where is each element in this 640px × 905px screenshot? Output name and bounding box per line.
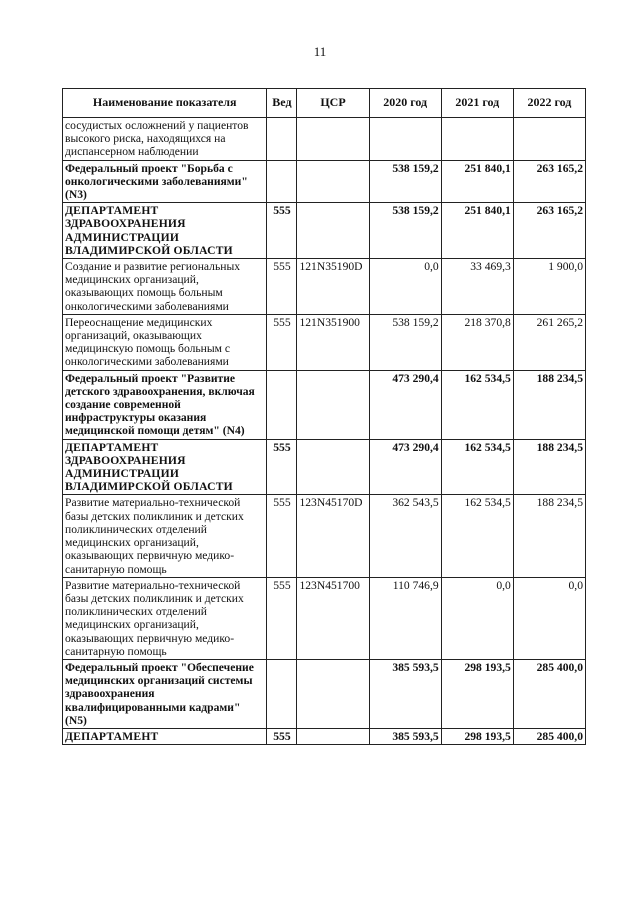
row-2022: 263 165,2 xyxy=(513,203,585,259)
row-name: Создание и развитие региональных медицинских организаций, оказывающих помощь больным онкологическими заболеваниями xyxy=(63,259,267,315)
header-2021: 2021 год xyxy=(441,89,513,118)
row-2021: 298 193,5 xyxy=(441,728,513,744)
row-2020: 538 159,2 xyxy=(369,160,441,203)
row-2020: 385 593,5 xyxy=(369,659,441,728)
row-2021: 162 534,5 xyxy=(441,370,513,439)
table-row xyxy=(63,160,586,203)
row-2020: 538 159,2 xyxy=(369,314,441,370)
row-csr xyxy=(297,439,369,495)
row-ved: 555 xyxy=(267,728,297,744)
table-row xyxy=(63,370,586,439)
row-ved: 555 xyxy=(267,314,297,370)
row-csr: 123N451700 xyxy=(297,577,369,659)
row-ved: 555 xyxy=(267,203,297,259)
table-row xyxy=(63,314,586,370)
row-name: ДЕПАРТАМЕНТ xyxy=(63,728,267,744)
row-ved: 555 xyxy=(267,259,297,315)
header-2020: 2020 год xyxy=(369,89,441,118)
row-csr xyxy=(297,160,369,203)
row-2022: 188 234,5 xyxy=(513,495,585,577)
row-2020: 473 290,4 xyxy=(369,370,441,439)
row-csr xyxy=(297,370,369,439)
row-ved xyxy=(267,118,297,161)
table-row xyxy=(63,577,586,659)
row-2020: 473 290,4 xyxy=(369,439,441,495)
row-ved: 555 xyxy=(267,439,297,495)
row-2020: 538 159,2 xyxy=(369,203,441,259)
row-csr xyxy=(297,728,369,744)
row-ved xyxy=(267,370,297,439)
row-2022: 263 165,2 xyxy=(513,160,585,203)
row-2021: 251 840,1 xyxy=(441,203,513,259)
row-name: Развитие материально-технической базы детских поликлиник и детских поликлинических отделений медицинских организаций, оказывающих первичную медико-санитарную помощь xyxy=(63,495,267,577)
page-number: 11 xyxy=(313,44,327,59)
row-2022: 285 400,0 xyxy=(513,659,585,728)
row-ved xyxy=(267,160,297,203)
row-csr: 121N351900 xyxy=(297,314,369,370)
row-2021: 251 840,1 xyxy=(441,160,513,203)
row-2022: 188 234,5 xyxy=(513,370,585,439)
row-2020: 385 593,5 xyxy=(369,728,441,744)
row-2022: 285 400,0 xyxy=(513,728,585,744)
row-2022: 1 900,0 xyxy=(513,259,585,315)
row-2020: 362 543,5 xyxy=(369,495,441,577)
row-2020: 110 746,9 xyxy=(369,577,441,659)
row-name: Федеральный проект "Борьба с онкологическими заболеваниями" (N3) xyxy=(63,160,267,203)
row-2020: 0,0 xyxy=(369,259,441,315)
row-2021: 0,0 xyxy=(441,577,513,659)
row-ved: 555 xyxy=(267,495,297,577)
row-2021: 218 370,8 xyxy=(441,314,513,370)
header-ved: Вед xyxy=(267,89,297,118)
row-name: сосудистых осложнений у пациентов высокого риска, находящихся на диспансерном наблюдении xyxy=(63,118,267,161)
header-name: Наименование показателя xyxy=(63,89,267,118)
budget-table xyxy=(62,88,586,745)
table-row xyxy=(63,495,586,577)
row-2022 xyxy=(513,118,585,161)
table-row xyxy=(63,118,586,161)
row-csr xyxy=(297,203,369,259)
table-row xyxy=(63,439,586,495)
row-csr xyxy=(297,118,369,161)
row-name: ДЕПАРТАМЕНТ ЗДРАВООХРАНЕНИЯ АДМИНИСТРАЦИИ ВЛАДИМИРСКОЙ ОБЛАСТИ xyxy=(63,203,267,259)
row-csr: 121N35190D xyxy=(297,259,369,315)
row-2021: 298 193,5 xyxy=(441,659,513,728)
row-2021: 33 469,3 xyxy=(441,259,513,315)
row-name: ДЕПАРТАМЕНТ ЗДРАВООХРАНЕНИЯ АДМИНИСТРАЦИИ ВЛАДИМИРСКОЙ ОБЛАСТИ xyxy=(63,439,267,495)
row-2021: 162 534,5 xyxy=(441,439,513,495)
row-ved: 555 xyxy=(267,577,297,659)
table-row xyxy=(63,203,586,259)
row-2022: 188 234,5 xyxy=(513,439,585,495)
header-csr: ЦСР xyxy=(297,89,369,118)
row-ved xyxy=(267,659,297,728)
row-2021: 162 534,5 xyxy=(441,495,513,577)
row-name: Федеральный проект "Обеспечение медицинских организаций системы здравоохранения квалифицированными кадрами" (N5) xyxy=(63,659,267,728)
row-2021 xyxy=(441,118,513,161)
row-2022: 261 265,2 xyxy=(513,314,585,370)
row-name: Федеральный проект "Развитие детского здравоохранения, включая создание современной инфраструктуры оказания медицинской помощи детям" (N4) xyxy=(63,370,267,439)
row-csr: 123N45170D xyxy=(297,495,369,577)
table-row xyxy=(63,259,586,315)
table-row xyxy=(63,659,586,728)
row-name: Развитие материально-технической базы детских поликлиник и детских поликлинических отделений медицинских организаций, оказывающих первичную медико-санитарную помощь xyxy=(63,577,267,659)
row-2022: 0,0 xyxy=(513,577,585,659)
header-2022: 2022 год xyxy=(513,89,585,118)
table-body xyxy=(63,118,586,745)
row-name: Переоснащение медицинских организаций, оказывающих медицинскую помощь больным с онкологическими заболеваниями xyxy=(63,314,267,370)
table-header xyxy=(63,89,586,118)
row-csr xyxy=(297,659,369,728)
row-2020 xyxy=(369,118,441,161)
table-row xyxy=(63,728,586,744)
